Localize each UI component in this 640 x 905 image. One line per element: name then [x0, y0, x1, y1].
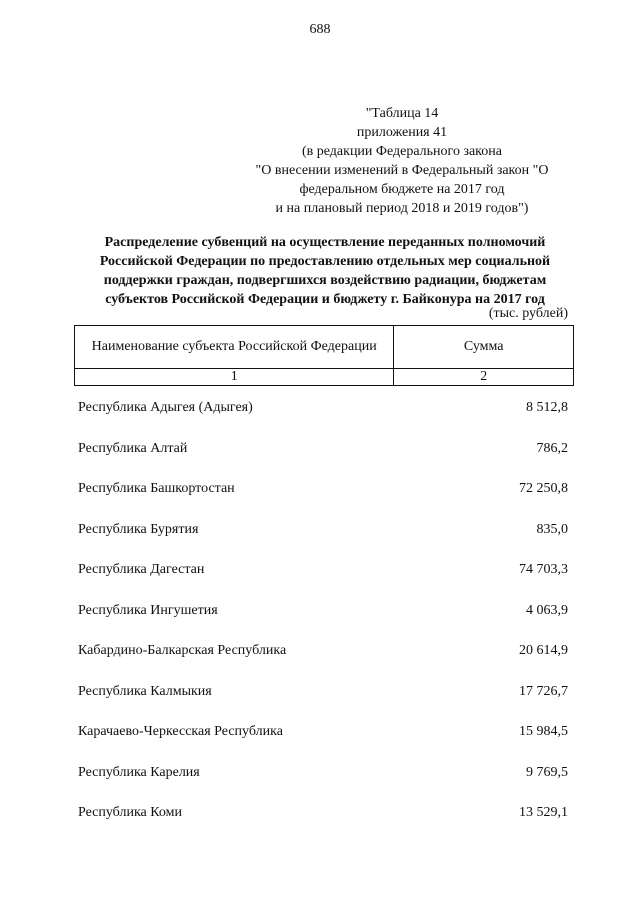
region-name: Республика Калмыкия	[78, 683, 212, 699]
table-row	[78, 400, 568, 441]
table-row	[78, 805, 568, 846]
units-label: (тыс. рублей)	[488, 306, 568, 321]
amount: 13 529,1	[519, 805, 568, 820]
amount: 4 063,9	[526, 602, 568, 618]
region-name: Карачаево-Черкесская Республика	[78, 724, 283, 739]
table-row	[78, 684, 568, 725]
amount: 72 250,8	[519, 481, 568, 496]
region-name: Кабардино-Балкарская Республика	[78, 643, 287, 658]
amount: 8 512,8	[526, 400, 568, 415]
title-line: Российской Федерации по предоставлению отдельных мер социальной	[99, 254, 551, 269]
table-row	[78, 643, 568, 684]
document-title	[74, 233, 576, 309]
note-line: (в редакции Федерального закона	[302, 144, 502, 159]
table-row	[78, 481, 568, 522]
amount: 17 726,7	[519, 683, 568, 699]
note-line: "О внесении изменений в Федеральный закон "О	[255, 163, 549, 178]
title-line: Распределение субвенций на осуществление переданных полномочий	[104, 235, 546, 250]
table-row	[78, 522, 568, 563]
column-number-1: 1	[75, 369, 394, 386]
page-number: 688	[309, 22, 331, 37]
note-line: "Таблица 14	[365, 106, 439, 121]
amount: 15 984,5	[519, 724, 568, 739]
column-header-amount: Сумма	[394, 326, 574, 369]
table-header	[74, 325, 574, 386]
table-row	[78, 765, 568, 806]
title-line: субъектов Российской Федерации и бюджету г. Байконура на 2017 год	[105, 292, 545, 307]
amount: 9 769,5	[526, 764, 568, 780]
region-name: Республика Адыгея (Адыгея)	[78, 400, 253, 415]
column-number-2: 2	[394, 369, 574, 386]
title-line: поддержки граждан, подвергшихся воздействию радиации, бюджетам	[103, 273, 547, 288]
table-reference-note	[232, 104, 572, 218]
amount: 20 614,9	[519, 643, 568, 658]
region-name: Республика Башкортостан	[78, 481, 235, 496]
table-row	[78, 603, 568, 644]
region-name: Республика Коми	[78, 805, 182, 820]
amount: 835,0	[536, 521, 568, 537]
table-row	[78, 562, 568, 603]
note-line: и на плановый период 2018 и 2019 годов")	[275, 201, 529, 216]
note-line: приложения 41	[356, 125, 448, 140]
region-name: Республика Карелия	[78, 764, 200, 780]
region-name: Республика Алтай	[78, 440, 188, 456]
table-row	[78, 441, 568, 482]
note-line: федеральном бюджете на 2017 год	[299, 182, 505, 197]
region-name: Республика Дагестан	[78, 562, 205, 577]
amount: 74 703,3	[519, 562, 568, 577]
table-row	[78, 724, 568, 765]
amount: 786,2	[536, 440, 568, 456]
table-body	[78, 400, 568, 846]
region-name: Республика Бурятия	[78, 521, 199, 537]
region-name: Республика Ингушетия	[78, 602, 218, 618]
column-header-name: Наименование субъекта Российской Федерации	[75, 326, 394, 369]
